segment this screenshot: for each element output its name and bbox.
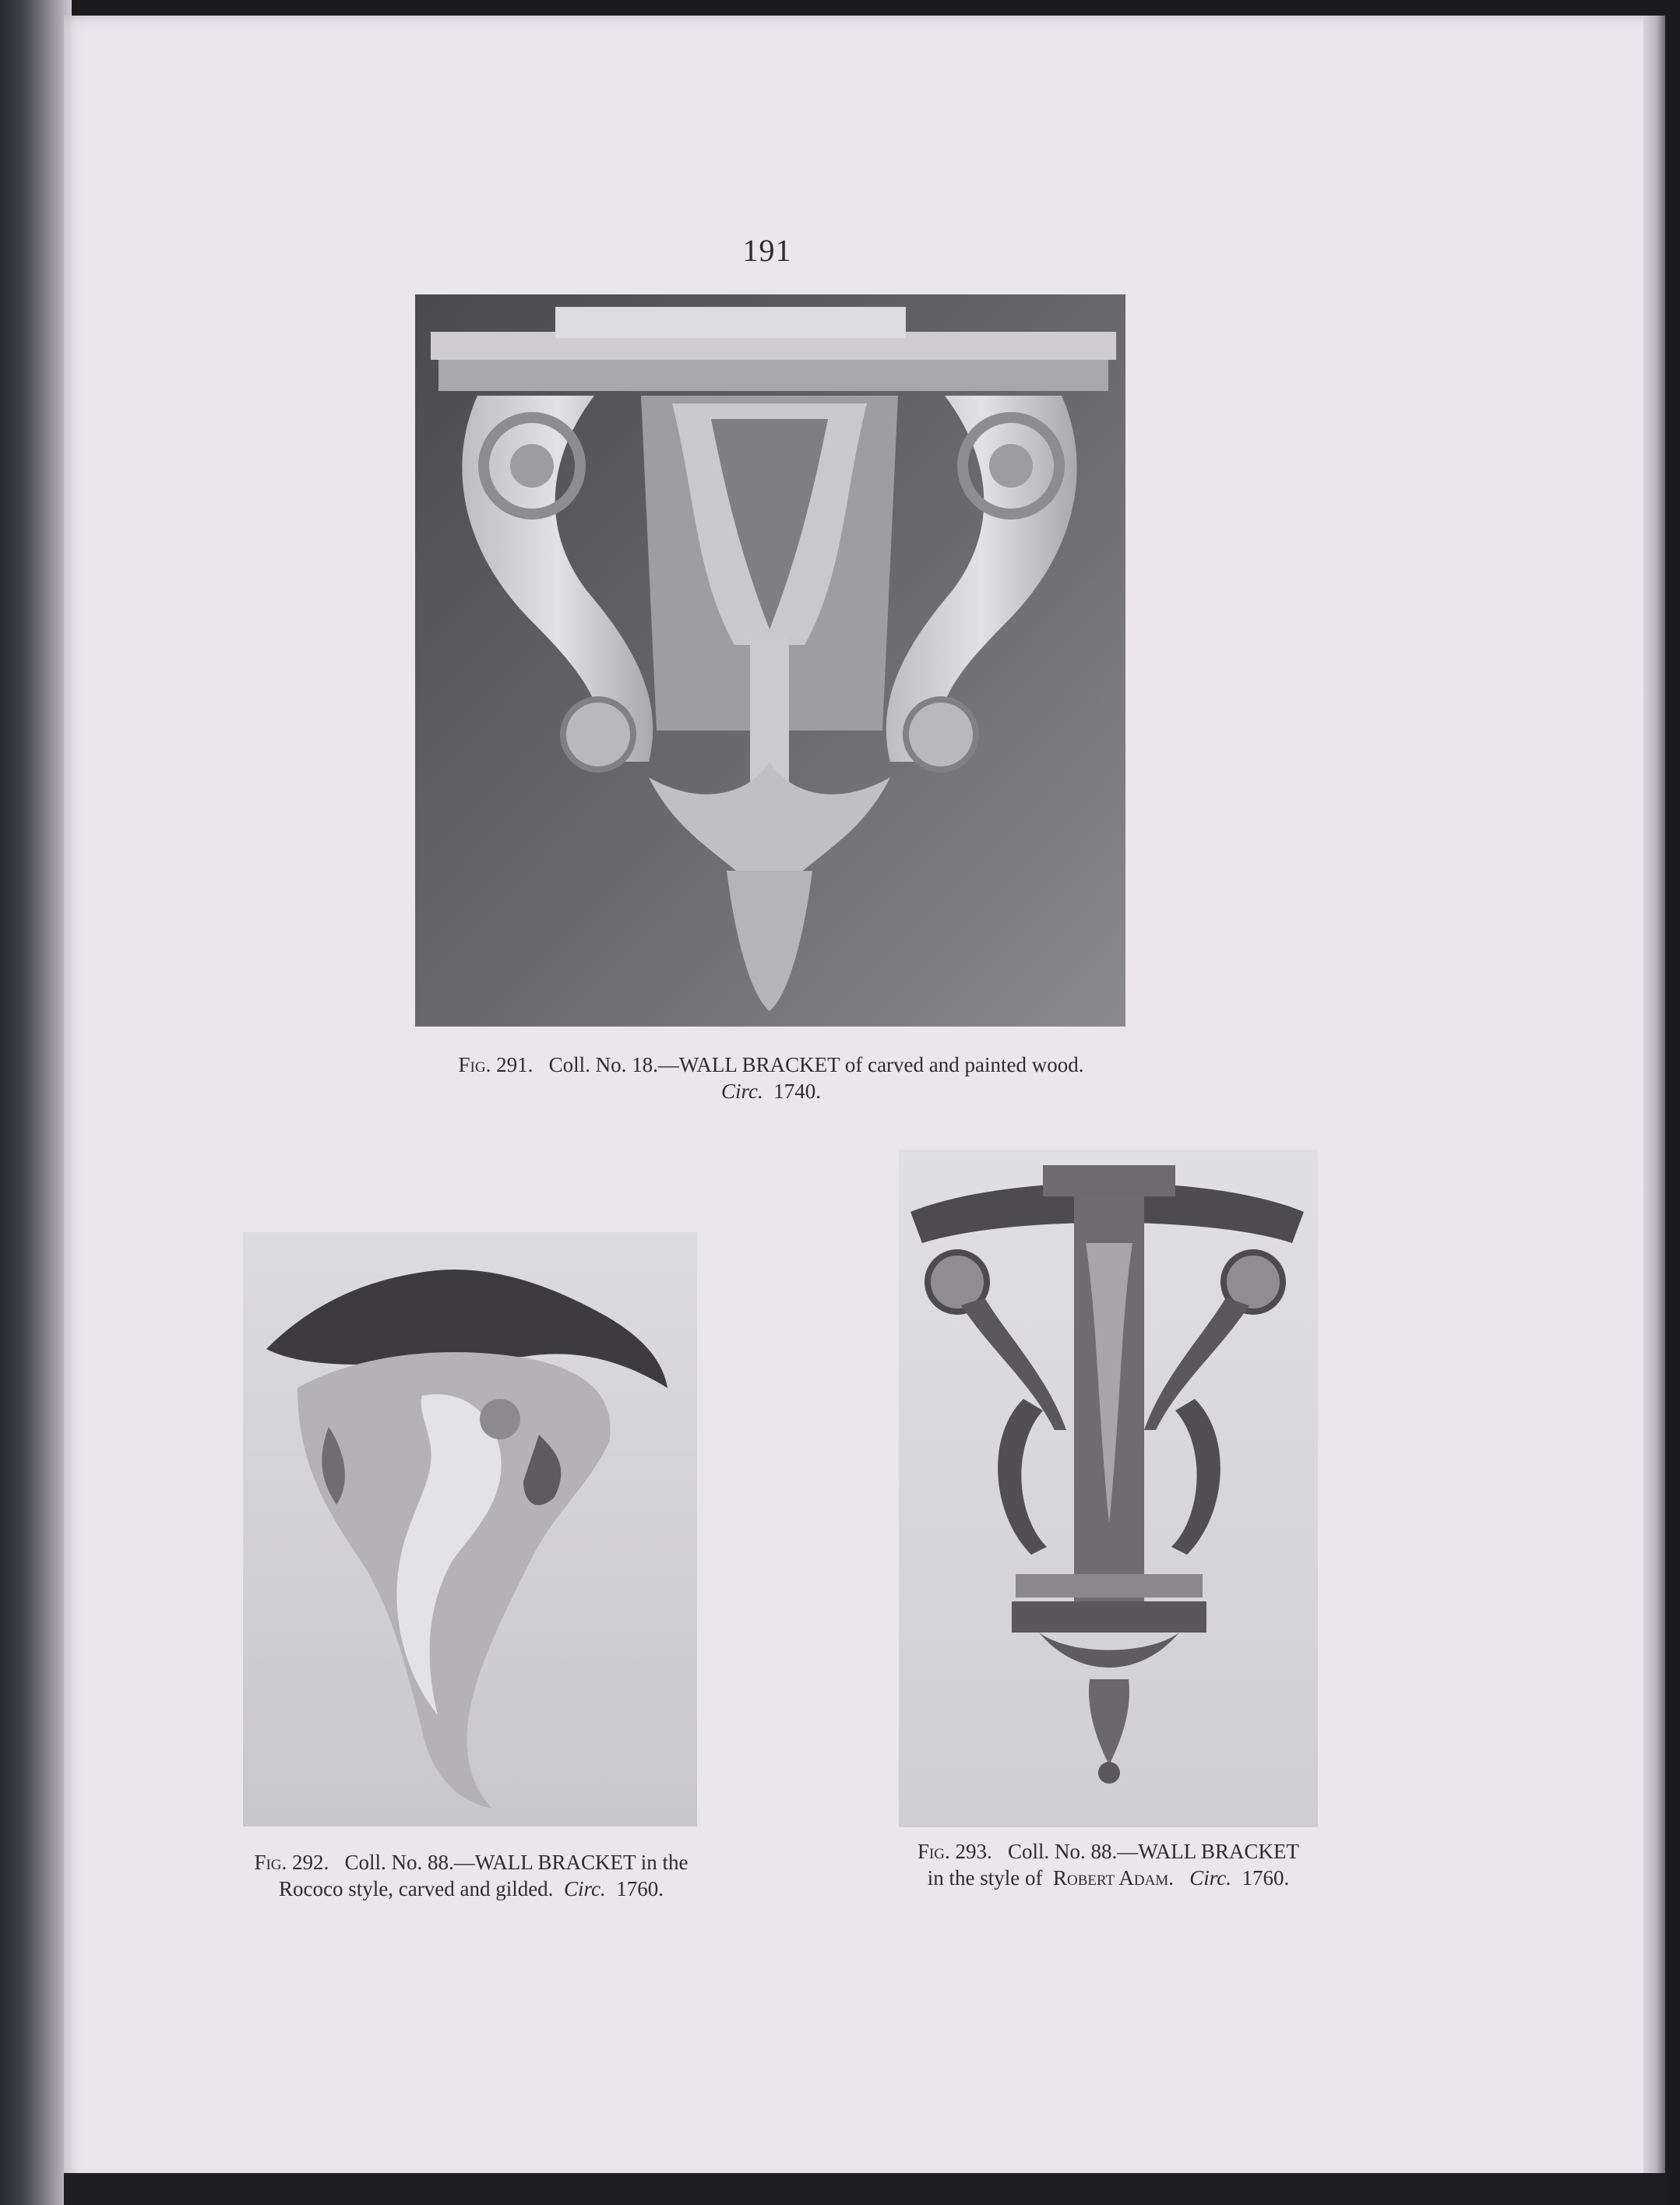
circa-year: 1760. [1242, 1866, 1290, 1890]
caption-line-2 [214, 1876, 728, 1902]
caption-line-1 [421, 1051, 1122, 1078]
figure-label: Fig. 293. [917, 1840, 992, 1863]
caption-line-2 [863, 1865, 1354, 1891]
figure-description: Rococo style, carved and gilded. [279, 1877, 554, 1900]
page-number: 191 [742, 233, 792, 268]
caption-line-2 [421, 1078, 1122, 1104]
circa-label: Circ. [1189, 1866, 1231, 1890]
figure-291-photo [415, 294, 1125, 1027]
figure-title: —WALL BRACKET of carved and painted wood. [657, 1053, 1084, 1076]
circa-label: Circ. [563, 1877, 606, 1900]
scan-background [64, 2173, 1665, 2205]
caption-line-1 [214, 1849, 728, 1876]
circa-year: 1740. [773, 1080, 821, 1103]
collection-number: Coll. No. 88. [1008, 1840, 1118, 1863]
figure-291-caption [421, 1051, 1122, 1104]
figure-title: —WALL BRACKET in the [453, 1851, 689, 1874]
caption-line-1 [863, 1838, 1354, 1865]
collection-number: Coll. No. 88. [344, 1851, 454, 1874]
style-prefix: in the style of [927, 1866, 1043, 1890]
figure-293-photo [899, 1150, 1318, 1827]
figure-293-caption [863, 1838, 1354, 1891]
page-edge [1643, 16, 1665, 2181]
figure-label: Fig. 291. [458, 1053, 534, 1076]
collection-number: Coll. No. 18. [548, 1053, 658, 1076]
circa-year: 1760. [616, 1877, 664, 1900]
figure-label: Fig. 292. [254, 1851, 329, 1874]
circa-label: Circ. [721, 1080, 763, 1103]
figure-292-caption [214, 1849, 728, 1902]
book-spine-shadow [0, 0, 72, 2205]
designer-name: Robert Adam. [1052, 1866, 1174, 1890]
figure-292-photo [243, 1232, 697, 1826]
figure-title: —WALL BRACKET [1117, 1840, 1300, 1863]
